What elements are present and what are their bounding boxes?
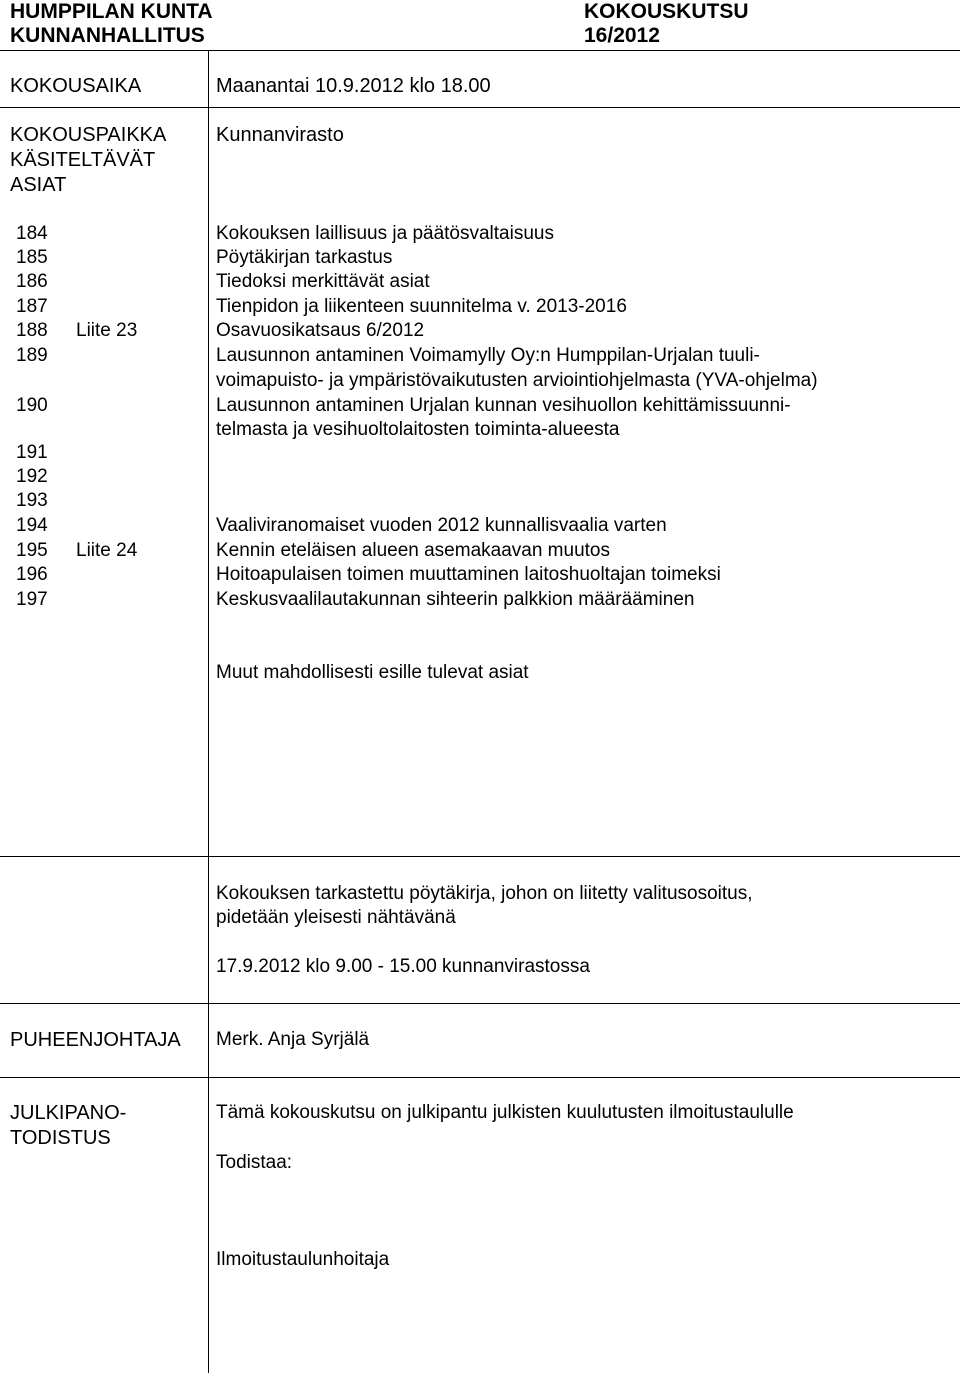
publication-label-line2: TODISTUS bbox=[10, 1127, 111, 1149]
agenda-item-number: 193 bbox=[16, 490, 48, 511]
agenda-item-attachment: Liite 24 bbox=[76, 540, 138, 561]
agenda-item-title: Kennin eteläisen alueen asemakaavan muutos bbox=[216, 540, 610, 561]
agenda-item-title: Hoitoapulaisen toimen muuttaminen laitoshuoltajan toimeksi bbox=[216, 564, 721, 585]
row-divider bbox=[0, 1003, 960, 1004]
municipality-name: HUMPPILAN KUNTA bbox=[10, 0, 213, 23]
agenda-item-number: 191 bbox=[16, 442, 48, 463]
agenda-item-number: 184 bbox=[16, 223, 48, 244]
agenda-item-attachment: Liite 23 bbox=[76, 320, 138, 341]
table-column-divider bbox=[208, 50, 209, 1373]
minutes-availability: 17.9.2012 klo 9.00 - 15.00 kunnanvirastossa bbox=[216, 956, 590, 977]
agenda-label-line2: ASIAT bbox=[10, 174, 67, 196]
notice-board-keeper: Ilmoitustaulunhoitaja bbox=[216, 1249, 390, 1270]
minutes-notice-line1: Kokouksen tarkastettu pöytäkirja, johon on liitetty valitusosoitus, bbox=[216, 883, 753, 904]
document-number: 16/2012 bbox=[584, 24, 660, 47]
agenda-item-number: 196 bbox=[16, 564, 48, 585]
board-name: KUNNANHALLITUS bbox=[10, 24, 205, 47]
agenda-item-title: Pöytäkirjan tarkastus bbox=[216, 247, 393, 268]
meeting-time-value: Maanantai 10.9.2012 klo 18.00 bbox=[216, 75, 491, 97]
agenda-label-line1: KÄSITELTÄVÄT bbox=[10, 149, 156, 171]
document-type: KOKOUSKUTSU bbox=[584, 0, 749, 23]
agenda-item-title: Keskusvaalilautakunnan sihteerin palkkion määrääminen bbox=[216, 589, 695, 610]
publication-label-line1: JULKIPANO- bbox=[10, 1102, 127, 1124]
agenda-item-number: 190 bbox=[16, 395, 48, 416]
agenda-item-title: Lausunnon antaminen Urjalan kunnan vesihuollon kehittämissuunni- bbox=[216, 395, 791, 416]
agenda-item-title: Lausunnon antaminen Voimamylly Oy:n Humppilan-Urjalan tuuli- bbox=[216, 345, 760, 366]
agenda-item-number: 186 bbox=[16, 271, 48, 292]
row-divider bbox=[0, 1077, 960, 1078]
agenda-item-title: Vaaliviranomaiset vuoden 2012 kunnallisvaalia varten bbox=[216, 515, 667, 536]
agenda-item-number: 192 bbox=[16, 466, 48, 487]
agenda-item-number: 188 bbox=[16, 320, 48, 341]
agenda-item-number: 185 bbox=[16, 247, 48, 268]
meeting-place-label: KOKOUSPAIKKA bbox=[10, 124, 167, 146]
attest-label: Todistaa: bbox=[216, 1152, 293, 1173]
row-divider bbox=[0, 107, 960, 108]
agenda-item-number: 189 bbox=[16, 345, 48, 366]
agenda-item-title-continued: telmasta ja vesihuoltolaitosten toiminta-alueesta bbox=[216, 419, 620, 440]
publication-statement: Tämä kokouskutsu on julkipantu julkisten kuulutusten ilmoitustaululle bbox=[216, 1102, 794, 1123]
agenda-item-title: Tiedoksi merkittävät asiat bbox=[216, 271, 430, 292]
other-matters: Muut mahdollisesti esille tulevat asiat bbox=[216, 662, 529, 683]
row-divider bbox=[0, 856, 960, 857]
agenda-item-number: 195 bbox=[16, 540, 48, 561]
meeting-time-label: KOKOUSAIKA bbox=[10, 75, 142, 97]
agenda-item-number: 187 bbox=[16, 296, 48, 317]
agenda-item-title: Tienpidon ja liikenteen suunnitelma v. 2013-2016 bbox=[216, 296, 627, 317]
agenda-item-number: 197 bbox=[16, 589, 48, 610]
chair-signature: Merk. Anja Syrjälä bbox=[216, 1029, 370, 1050]
agenda-item-title: Osavuosikatsaus 6/2012 bbox=[216, 320, 425, 341]
agenda-item-title-continued: voimapuisto- ja ympäristövaikutusten arviointiohjelmasta (YVA-ohjelma) bbox=[216, 370, 818, 391]
meeting-place-value: Kunnanvirasto bbox=[216, 124, 344, 146]
agenda-item-title: Kokouksen laillisuus ja päätösvaltaisuus bbox=[216, 223, 554, 244]
table-top-border bbox=[0, 50, 960, 51]
minutes-notice-line2: pidetään yleisesti nähtävänä bbox=[216, 907, 456, 928]
agenda-item-number: 194 bbox=[16, 515, 48, 536]
chair-label: PUHEENJOHTAJA bbox=[10, 1029, 181, 1051]
